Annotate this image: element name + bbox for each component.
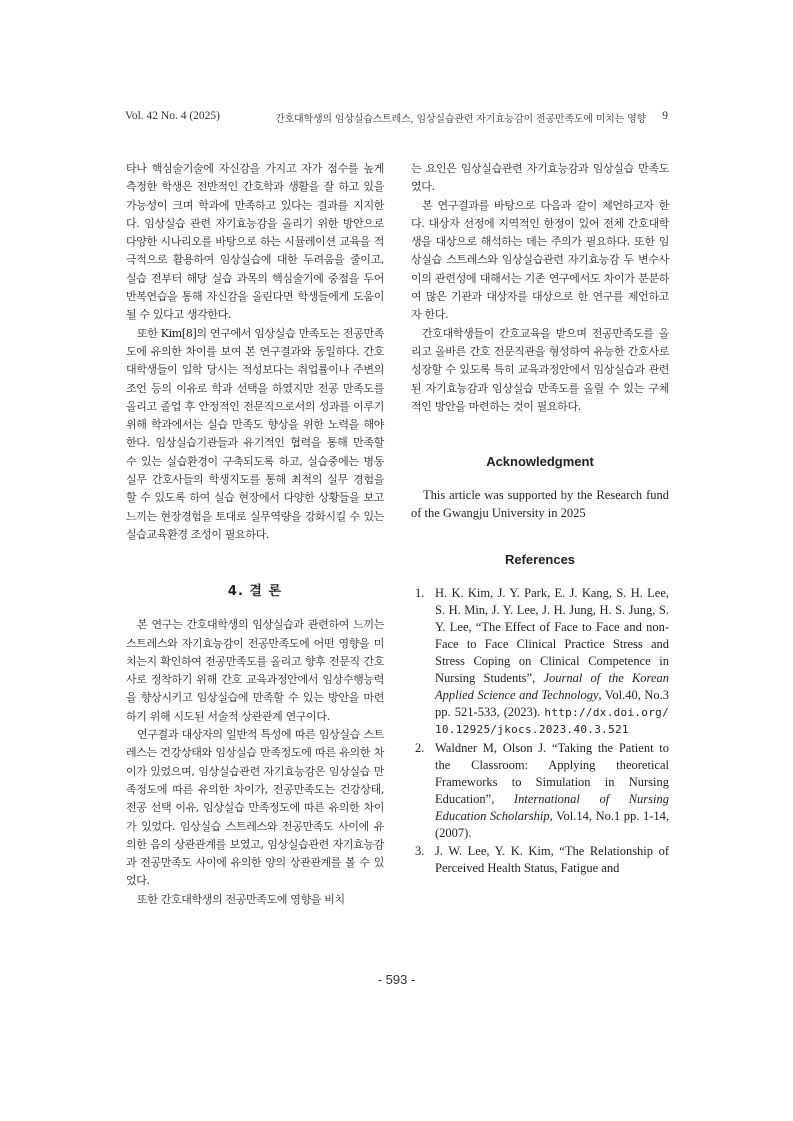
references-heading: References [504, 552, 576, 568]
reference-text: J. W. Lee, Y. K. Kim, “The Relationship of Perceived Health Status, Fatigue and [435, 843, 669, 875]
header-page-number: 9 [662, 110, 668, 122]
acknowledgment-heading: Acknowledgment [486, 454, 594, 470]
body-paragraph: 간호대학생들이 간호교육을 받으며 전공만족도를 올리고 올바른 간호 전문직관을 형성하여 유능한 간호사로 성장할 수 있도록 특히 교육과정안에서 임상실습과 관련된 자기효능감과 임상실습 만족도를 올릴 수 있는 구체적인 방안을 마련하는 것이 필요하다. [411, 326, 669, 413]
reference-journal: Journal of the Korean Applied Science and Technology [435, 670, 670, 702]
acknowledgment-text: This article was supported by the Research fund of the Gwangju University in 2025 [411, 488, 669, 520]
body-paragraph: 타나 핵심술기술에 자신감을 가지고 자가 점수를 높게 측정한 학생은 전반적인 간호학과 생활을 잘 하고 있을 가능성이 크며 학과에 만족하고 있다는 결과를 지지한다. 임상실습 관련 자기효능감을 올리기 위한 방안으로 다양한 시나리오를 바탕으로 하는 시뮬레이션 교육을 적극적으로 활용하여 임상실습에 대한 두려움을 줄이고, 실습 전부터 해당 실습 과목의 핵심술기에 중점을 두어 반복연습을 통해 자신감을 올린다면 학생들에게 도움이 될 수 있다고 생각한다. [126, 162, 384, 322]
reference-number: 1. [415, 586, 425, 601]
reference-item [411, 585, 669, 739]
page-footer-number: - 593 - [377, 972, 416, 987]
body-paragraph: 본 연구결과를 바탕으로 다음과 같이 제언하고자 한다. 대상자 선정에 지역적인 한정이 있어 전체 간호대학생을 대상으로 해석하는 데는 주의가 필요하다. 또한 임상실습 스트레스와 임상실습관련 자기효능감 두 변수사이의 관련성에 대해서는 기존 연구에서도 차이가 분분하여 많은 기관과 대상자를 대상으로 한 연구를 제언하고자 한다. [411, 198, 669, 322]
reference-journal: International of Nursing Education Scholarship [435, 792, 670, 823]
reference-text: Waldner M, Olson J. “Taking the Patient to the Classroom: Applying theoretical Frameworks to Simulation in Nursing Education”, [435, 741, 669, 807]
reference-number: 2. [415, 741, 425, 756]
reference-number: 3. [415, 843, 425, 858]
running-title: 간호대학생의 임상실습스트레스, 임상실습관련 자기효능감이 전공만족도에 미치는 영향 [275, 114, 646, 125]
reference-text: H. K. Kim, J. Y. Park, E. J. Kang, S. H. Lee, S. H. Min, J. Y. Lee, J. H. Jung, H. S. Jung, S. Y. Lee, “The Effect of Face to Face and non-Face to Face Clinical Practice Stress and Stress Coping on Clinical Competence in Nursing Students”, [435, 586, 669, 685]
journal-volume: Vol. 42 No. 4 (2025) [125, 110, 220, 122]
reference-tail: , Vol.14, No.1 pp. 1-14, (2007). [435, 808, 669, 840]
reference-doi-link[interactable]: http://dx.doi.org/10.12925/jkocs.2023.40.3.521 [435, 705, 669, 737]
body-paragraph: 는 요인은 임상실습관련 자기효능감과 임상실습 만족도였다. [411, 162, 669, 194]
right-column [411, 160, 669, 878]
conclusion-heading: 4. 결 론 [227, 584, 283, 600]
body-paragraph: 또한 간호대학생의 전공만족도에 영향을 비치 [137, 892, 345, 906]
reference-tail: , Vol.40, No.3 pp. 521-533, (2023). [435, 687, 669, 719]
left-column [126, 160, 384, 909]
body-paragraph: 본 연구는 간호대학생의 임상실습과 관련하여 느끼는 스트레스와 자기효능감이 전공만족도에 어떤 영향을 미치는지 확인하여 전공만족도를 올리고 향후 전문직 간호사로 정착하기 위해 간호 교육과정안에서 임상수행능력을 향상시키고 임상실습에 만족할 수 있는 방안을 마련하기 위해 시도된 서술적 상관관계 연구이다. [126, 618, 384, 723]
body-paragraph: 연구결과 대상자의 일반적 특성에 따른 임상실습 스트레스는 건강상태와 임상실습 만족정도에 따른 유의한 차이가 있었으며, 임상실습관련 자기효능감은 임상실습 만족정도에 따른 유의한 차이가, 전공만족도는 건강상태, 전공 선택 이유, 임상실습 만족정도에 따른 유의한 차이가 있었다. 임상실습 스트레스와 전공만족도 사이에 유의한 음의 상관관계를 보였고, 임상실습관련 자기효능감과 전공만족도 사이에 유의한 양의 상관관계를 볼 수 있었다. [126, 728, 384, 888]
reference-item [411, 843, 669, 877]
reference-list [411, 585, 669, 876]
reference-item [411, 740, 669, 841]
body-paragraph: 또한 Kim[8]의 연구에서 임상실습 만족도는 전공만족도에 유의한 차이를 보여 본 연구결과와 동일하다. 간호 대학생들이 입학 당시는 적성보다는 취업률이나 주변의 조언 등의 이유로 학과 선택을 하였지만 전공 만족도를 올리고 졸업 후 안정적인 전문직으로서의 성과를 이루기 위해 학과에서는 실습 만족도 향상을 위한 노력을 해야 한다. 임상실습기관들과 유기적인 협력을 통해 만족할 수 있는 실습환경이 구축되도록 하고, 실습중에는 병동 실무 간호사들의 학생지도를 통해 최적의 실무 경험을 할 수 있도록 하여 실습 현장에서 다양한 상황들을 보고 느끼는 현장경험을 토대로 실무역량을 강화시킬 수 있는 실습교육환경 조성이 필요하다. [126, 326, 384, 541]
